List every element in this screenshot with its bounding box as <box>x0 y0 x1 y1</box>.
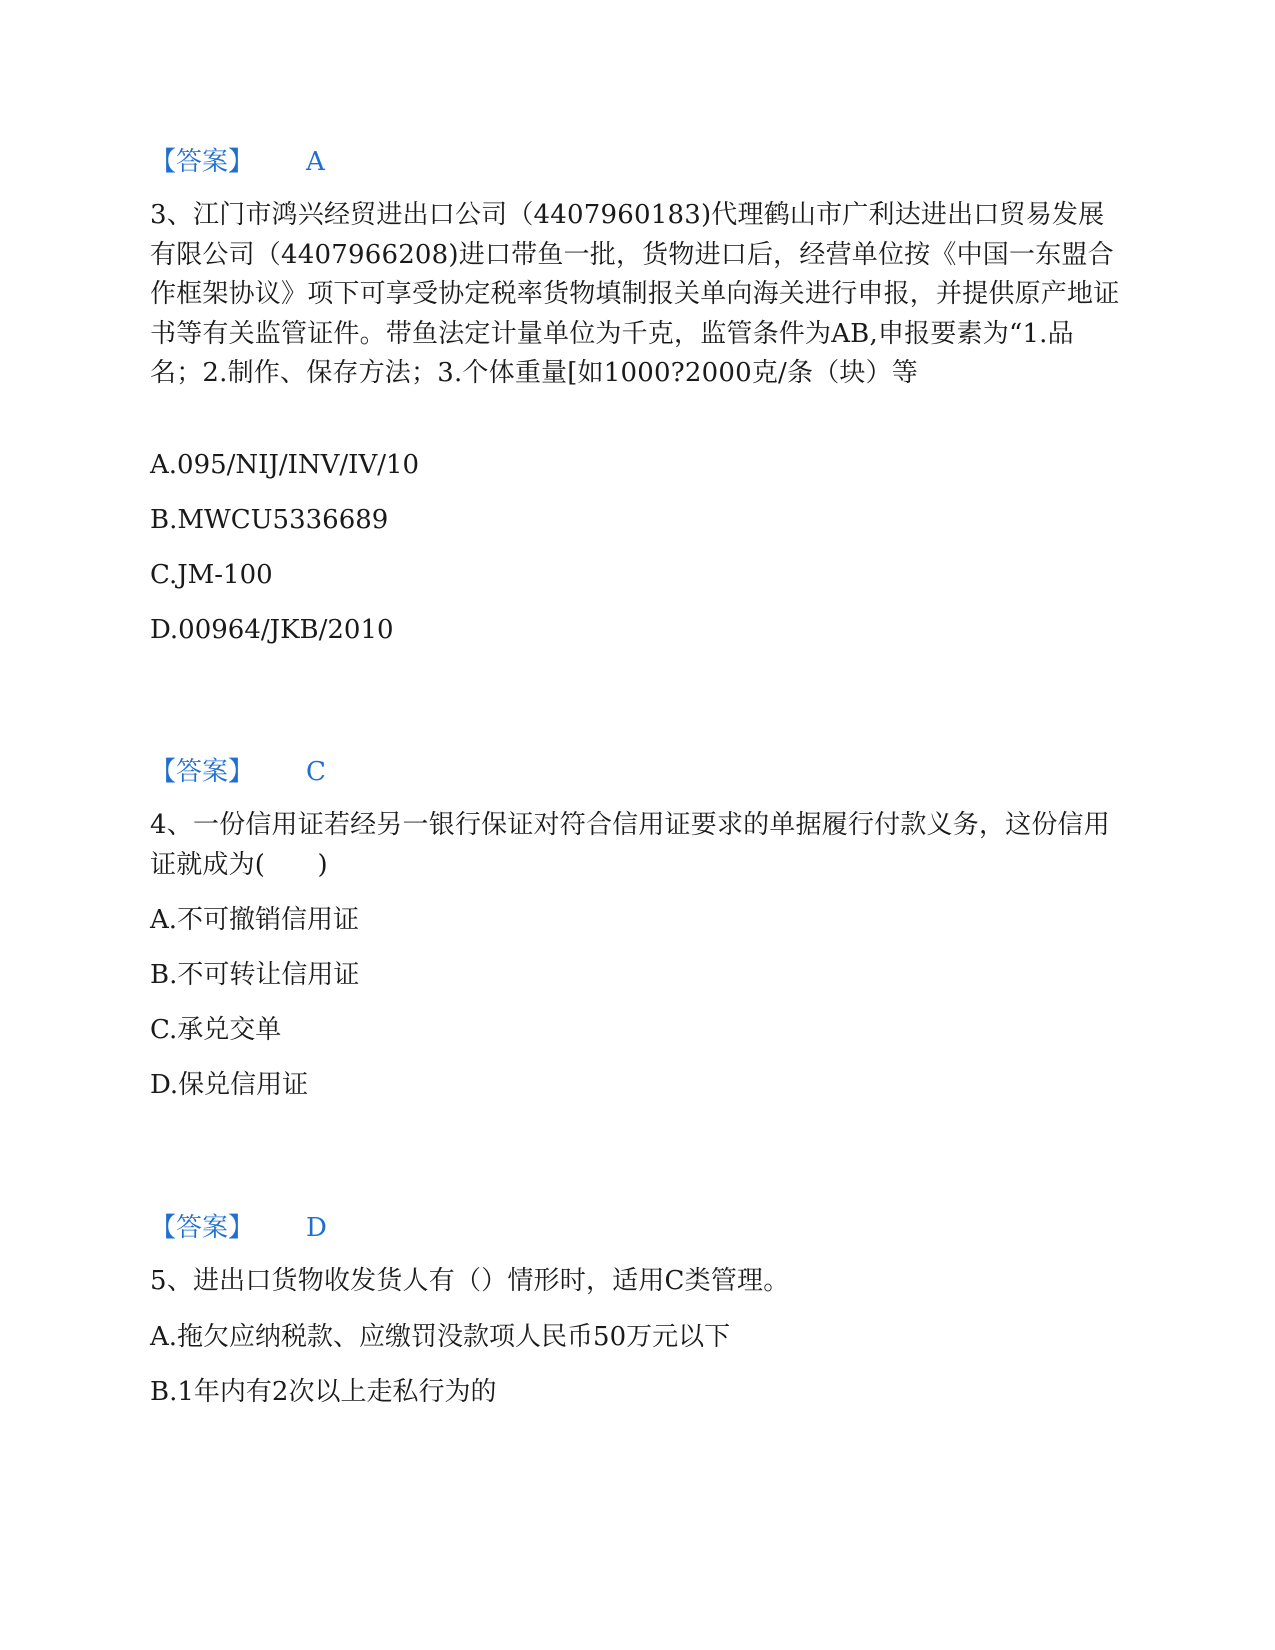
question-3-text: 3、江门市鸿兴经贸进出口公司（4407960183)代理鹤山市广利达进出口贸易发展有限公司（4407966208)进口带鱼一批，货物进口后，经营单位按《中国一东盟合作框架协议》项下可享受协定税率货物填制报关单向海关进行申报，并提供原产地证书等有关监管证件。带鱼法定计量单位为千克，监管条件为AB,申报要素为“1.品名；2.制作、保存方法；3.个体重量[如1000?2000克/条（块）等 <box>150 200 1120 388</box>
answer-label: 【答案】 <box>150 147 255 177</box>
q3-option-a: A.095/NIJ/INV/IV/10 <box>150 450 420 480</box>
q4-option-c: C.承兑交单 <box>150 1015 282 1045</box>
q3-option-d: D.00964/JKB/2010 <box>150 615 394 645</box>
question-4-text: 4、一份信用证若经另一银行保证对符合信用证要求的单据履行付款义务，这份信用证就成为( ) <box>150 810 1110 880</box>
answer-line <box>150 145 1125 179</box>
q3-option-c: C.JM-100 <box>150 560 273 590</box>
q4-option-b: B.不可转让信用证 <box>150 960 360 990</box>
answer-line <box>150 755 1125 789</box>
q4-option-a: A.不可撤销信用证 <box>150 905 360 935</box>
q5-option-b: B.1年内有2次以上走私行为的 <box>150 1377 497 1407</box>
question-5-text: 5、进出口货物收发货人有（）情形时，适用C类管理。 <box>150 1266 790 1296</box>
answer-line <box>150 1211 1125 1245</box>
answer-letter: A <box>306 147 325 177</box>
q3-option-b: B.MWCU5336689 <box>150 505 389 535</box>
q5-option-a: A.拖欠应纳税款、应缴罚没款项人民币50万元以下 <box>150 1322 731 1352</box>
answer-letter: D <box>306 1213 327 1243</box>
answer-label: 【答案】 <box>150 757 255 787</box>
q4-option-d: D.保兑信用证 <box>150 1070 309 1100</box>
answer-label: 【答案】 <box>150 1213 255 1243</box>
answer-letter: C <box>306 757 326 787</box>
